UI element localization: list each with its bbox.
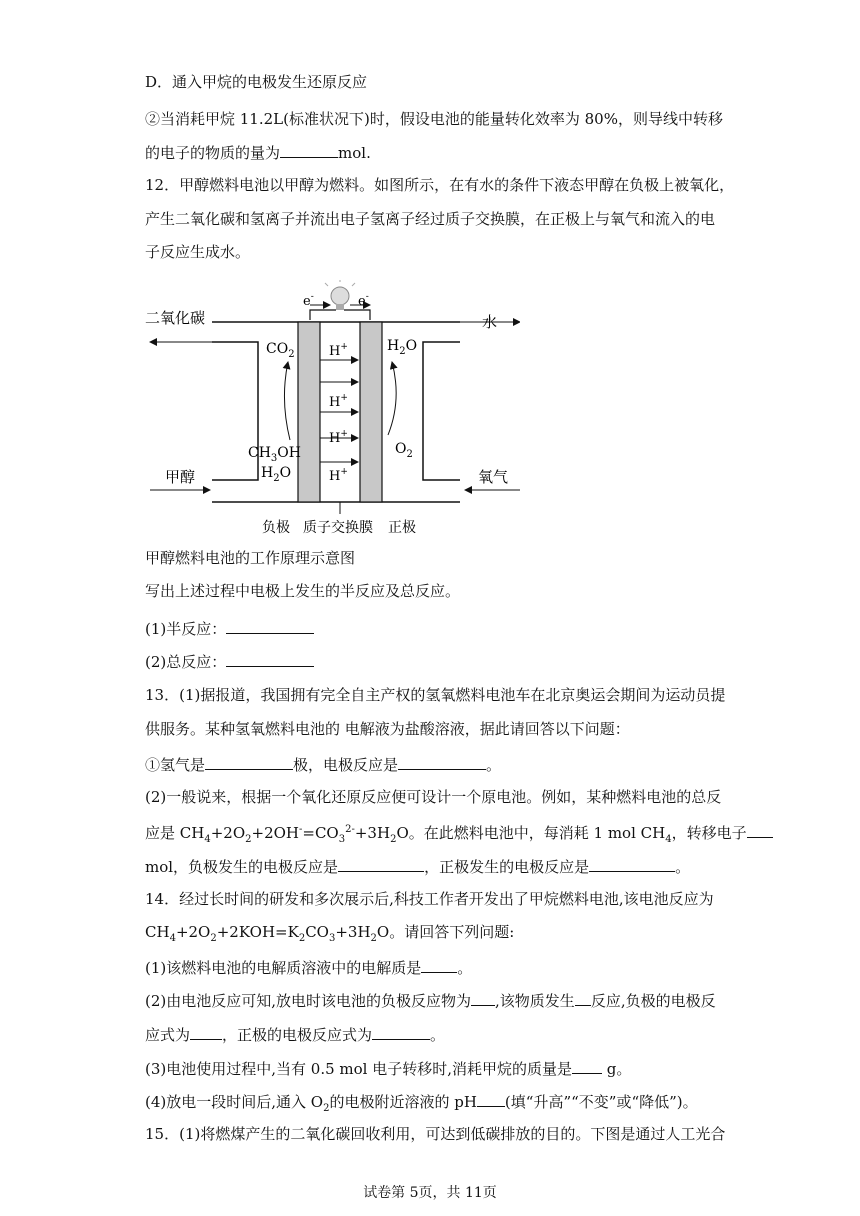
question-15-text: 15．(1)将燃煤产生的二氧化碳回收利用，可达到低碳排放的目的。下图是通过人工光合 bbox=[145, 1125, 726, 1143]
answer-blank[interactable] bbox=[398, 753, 486, 770]
question-12-text: 子反应生成水。 bbox=[145, 243, 251, 261]
question-14-part2-cont: 应式为 ，正极的电极反应式为 。 bbox=[145, 1023, 445, 1045]
question-14-part4: (4)放电一段时间后,通入 $O_2$的电极附近溶液的 pH (填“升高”“不变”或“降低”)。 bbox=[145, 1090, 698, 1112]
question-11-part2-cont: 的电子的物质的量为 mol. bbox=[145, 141, 371, 163]
electron-label-left: e- bbox=[303, 292, 314, 309]
answer-blank[interactable] bbox=[572, 1057, 602, 1074]
label-o2: $O_2$ bbox=[395, 441, 413, 460]
label-positive: 正极 bbox=[388, 520, 416, 536]
option-d: D．通入甲烷的电极发生还原反应 bbox=[145, 73, 368, 91]
question-12-part1: (1)半反应： bbox=[145, 617, 314, 639]
answer-blank[interactable] bbox=[372, 1023, 430, 1040]
question-13-part2-cont: mol，负极发生的电极反应是 ，正极发生的电极反应是 。 bbox=[145, 855, 690, 877]
question-14-equation: $CH_4+2O_2+2KOH=K_2CO_3+3H_2O$。请回答下列问题: bbox=[145, 923, 515, 944]
label-methanol-in: 甲醇 bbox=[165, 468, 196, 486]
page-footer: 试卷第 5页，共 11页 bbox=[363, 1185, 497, 1201]
h-ion-label: H+ bbox=[329, 429, 348, 446]
question-14-part1: (1)该燃料电池的电解质溶液中的电解质是 。 bbox=[145, 956, 472, 978]
label-co2: $CO_2$ bbox=[266, 341, 295, 360]
answer-blank[interactable] bbox=[280, 141, 338, 158]
h-ion-label: H+ bbox=[329, 342, 348, 359]
label-h2o-right: $H_2O$ bbox=[387, 338, 418, 357]
electron-label-right: e- bbox=[358, 292, 369, 309]
negative-electrode bbox=[298, 322, 320, 502]
question-14-text: 14．经过长时间的研发和多次展示后,科技工作者开发出了甲烷燃料电池,该电池反应为 bbox=[145, 890, 714, 908]
positive-electrode bbox=[360, 322, 382, 502]
h-ion-label: H+ bbox=[329, 393, 348, 410]
answer-blank[interactable] bbox=[477, 1090, 505, 1107]
label-oxygen-in: 氧气 bbox=[478, 468, 509, 486]
answer-blank[interactable] bbox=[471, 989, 495, 1006]
answer-blank[interactable] bbox=[205, 753, 293, 770]
question-13-part1: ①氢气是 极，电极反应是 。 bbox=[145, 753, 501, 775]
question-12-text: 12．甲醇燃料电池以甲醇为燃料。如图所示，在有水的条件下液态甲醇在负极上被氧化， bbox=[145, 176, 735, 194]
diagram-caption: 甲醇燃料电池的工作原理示意图 bbox=[145, 549, 356, 567]
question-13-part2-equation: 应是 $CH_4+2O_2+2OH^-=CO_3^{2-}+3H_2O$。在此燃料电池中，每消耗 1 mol $CH_4$，转移电子 bbox=[145, 821, 773, 843]
methanol-fuel-cell-diagram bbox=[140, 280, 520, 540]
label-ch3oh: $CH_3OH$ bbox=[248, 445, 301, 464]
question-12-part2: (2)总反应： bbox=[145, 650, 314, 672]
answer-blank[interactable] bbox=[226, 617, 314, 634]
answer-blank[interactable] bbox=[338, 855, 424, 872]
question-11-part2: ②当消耗甲烷 11.2L(标准状况下)时，假设电池的能量转化效率为 80%，则导线中转移 bbox=[145, 110, 723, 128]
answer-blank[interactable] bbox=[421, 956, 457, 973]
question-12-instruction: 写出上述过程中电极上发生的半反应及总反应。 bbox=[145, 582, 461, 600]
question-13-text: 13．(1)据报道，我国拥有完全自主产权的氢氧燃料电池车在北京奥运会期间为运动员提 bbox=[145, 686, 726, 704]
label-water-out: 水 bbox=[482, 313, 498, 331]
answer-blank[interactable] bbox=[226, 650, 314, 667]
label-membrane: 质子交换膜 bbox=[303, 520, 373, 536]
question-14-part3: (3)电池使用过程中,当有 0.5 mol 电子转移时,消耗甲烷的质量是 g。 bbox=[145, 1057, 631, 1079]
question-14-part2: (2)由电池反应可知,放电时该电池的负极反应物为 ,该物质发生 反应,负极的电极反 bbox=[145, 989, 716, 1011]
question-13-part2: (2)一般说来，根据一个氧化还原反应便可设计一个原电池。例如，某种燃料电池的总反 bbox=[145, 788, 722, 806]
answer-blank[interactable] bbox=[747, 821, 773, 838]
answer-blank[interactable] bbox=[575, 989, 591, 1006]
h-ion-label: H+ bbox=[329, 467, 348, 484]
label-h2o-left: $H_2O$ bbox=[261, 465, 292, 484]
question-12-text: 产生二氧化碳和氢离子并流出电子氢离子经过质子交换膜，在正极上与氧气和流入的电 bbox=[145, 210, 716, 228]
label-co2-out: 二氧化碳 bbox=[145, 309, 206, 327]
answer-blank[interactable] bbox=[589, 855, 675, 872]
question-13-text: 供服务。某种氢氧燃料电池的 电解液为盐酸溶液，据此请回答以下问题： bbox=[145, 720, 630, 738]
answer-blank[interactable] bbox=[190, 1023, 222, 1040]
label-negative: 负极 bbox=[262, 520, 290, 536]
